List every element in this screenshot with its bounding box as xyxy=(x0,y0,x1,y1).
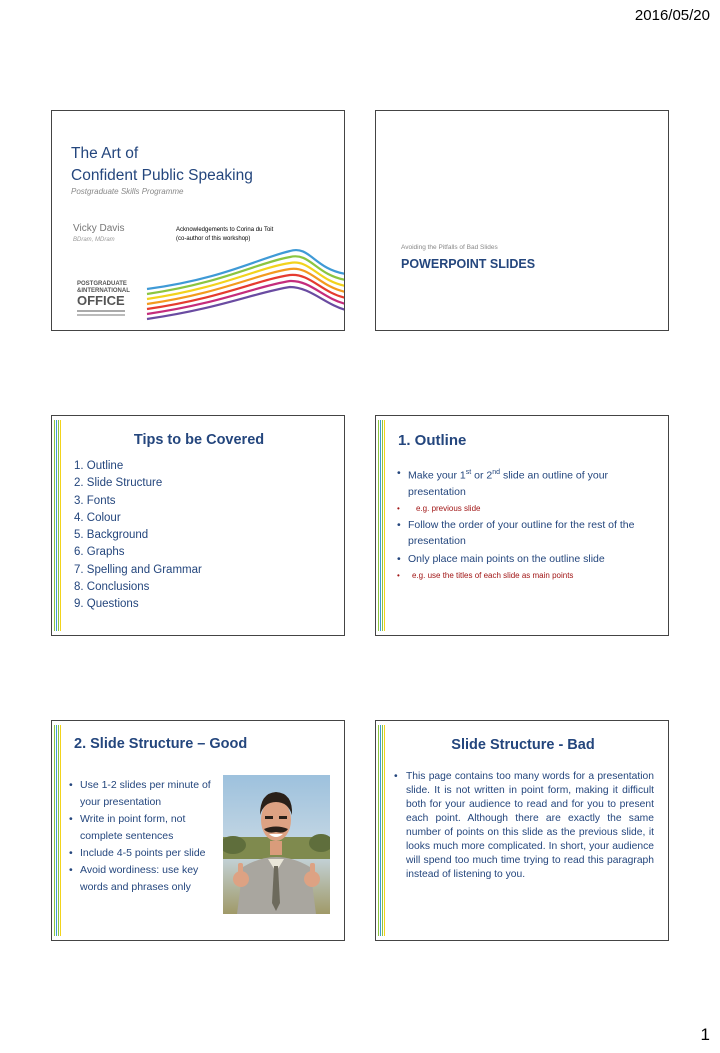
acknowledgement-line1: Acknowledgements to Corina du Toit xyxy=(176,227,274,233)
slide-title-heading-line1: The Art of xyxy=(71,145,139,162)
tips-list-item: 1. Outline xyxy=(74,460,124,472)
tips-list-item: 4. Colour xyxy=(74,511,121,524)
postgraduate-office-logo xyxy=(77,281,130,316)
slide-accent-bars xyxy=(54,725,62,936)
tips-list xyxy=(74,458,202,614)
structure-bad-title: Slide Structure - Bad xyxy=(451,737,595,753)
structure-bad-paragraph xyxy=(394,770,654,882)
slide-title-subtitle: Postgraduate Skills Programme xyxy=(71,187,184,196)
section-title: POWERPOINT SLIDES xyxy=(401,257,536,271)
presenter-degrees: BDram, MDram xyxy=(73,237,115,243)
outline-title: 1. Outline xyxy=(398,432,467,449)
tips-title: Tips to be Covered xyxy=(133,432,265,448)
tips-list-item: 2. Slide Structure xyxy=(74,477,163,490)
bullet-glyph: • xyxy=(394,771,398,782)
logo-line3: OFFICE xyxy=(77,293,125,308)
slide-structure-good xyxy=(51,720,345,941)
page-date: 2016/05/20 xyxy=(634,7,710,24)
slide-powerpoint-section xyxy=(375,110,669,331)
slide-title-heading-line2: Confident Public Speaking xyxy=(71,167,253,184)
thumbs-up-man-photo xyxy=(223,775,330,914)
outline-example: • e.g. use the titles of each slide as main points xyxy=(397,567,652,584)
slide-accent-bars xyxy=(378,420,386,631)
slide-tips xyxy=(51,415,345,636)
slide-structure-bad xyxy=(375,720,669,941)
logo-underline xyxy=(77,310,125,312)
logo-line2: &INTERNATIONAL xyxy=(77,288,130,294)
slide-accent-bars xyxy=(54,420,62,631)
logo-underline-2 xyxy=(77,314,125,316)
structure-good-bullet: • Write in point form, not complete sentences xyxy=(69,811,221,845)
structure-good-title: 2. Slide Structure – Good xyxy=(74,736,248,752)
tips-list-item: 9. Questions xyxy=(74,598,139,611)
tips-list-item: 5. Background xyxy=(74,529,149,542)
structure-good-bullets xyxy=(69,777,221,896)
slide-title xyxy=(51,110,345,331)
structure-good-bullet: • Include 4-5 points per slide xyxy=(69,845,221,862)
acknowledgement-line2: (co-author of this workshop) xyxy=(176,236,251,242)
slide-accent-bars xyxy=(378,725,386,936)
tips-list-item: 3. Fonts xyxy=(74,494,116,507)
tips-list-item: 6. Graphs xyxy=(74,546,125,559)
outline-bullet: • Make your 1st or 2nd slide an outline of your presentation xyxy=(397,465,652,500)
outline-bullet: • Only place main points on the outline slide xyxy=(397,551,652,567)
tips-list-item: 7. Spelling and Grammar xyxy=(74,563,202,576)
structure-good-bullet: • Use 1-2 slides per minute of your presentation xyxy=(69,777,221,811)
outline-example: • e.g. previous slide xyxy=(397,500,652,517)
logo-line1: POSTGRADUATE xyxy=(77,281,127,287)
slide-outline xyxy=(375,415,669,636)
page-number: 1 xyxy=(700,1025,710,1044)
outline-bullets xyxy=(397,465,652,584)
outline-bullet: • Follow the order of your outline for the rest of the presentation xyxy=(397,517,652,549)
tips-list-item: 8. Conclusions xyxy=(74,581,150,594)
structure-good-bullet: • Avoid wordiness: use key words and phrases only xyxy=(69,862,221,896)
section-kicker: Avoiding the Pitfalls of Bad Slides xyxy=(401,244,498,251)
structure-bad-text: This page contains too many words for a presentation slide. It is not written in point form, making it difficult both for your audience to read and for you to present each point. Although there are exactly the same number of points on this slide as the previous slide, it looks much more complicated. In short, your audience will spend too much time trying to read this paragraph instead of listening to you. xyxy=(406,771,654,880)
presenter-name: Vicky Davis xyxy=(73,223,125,234)
